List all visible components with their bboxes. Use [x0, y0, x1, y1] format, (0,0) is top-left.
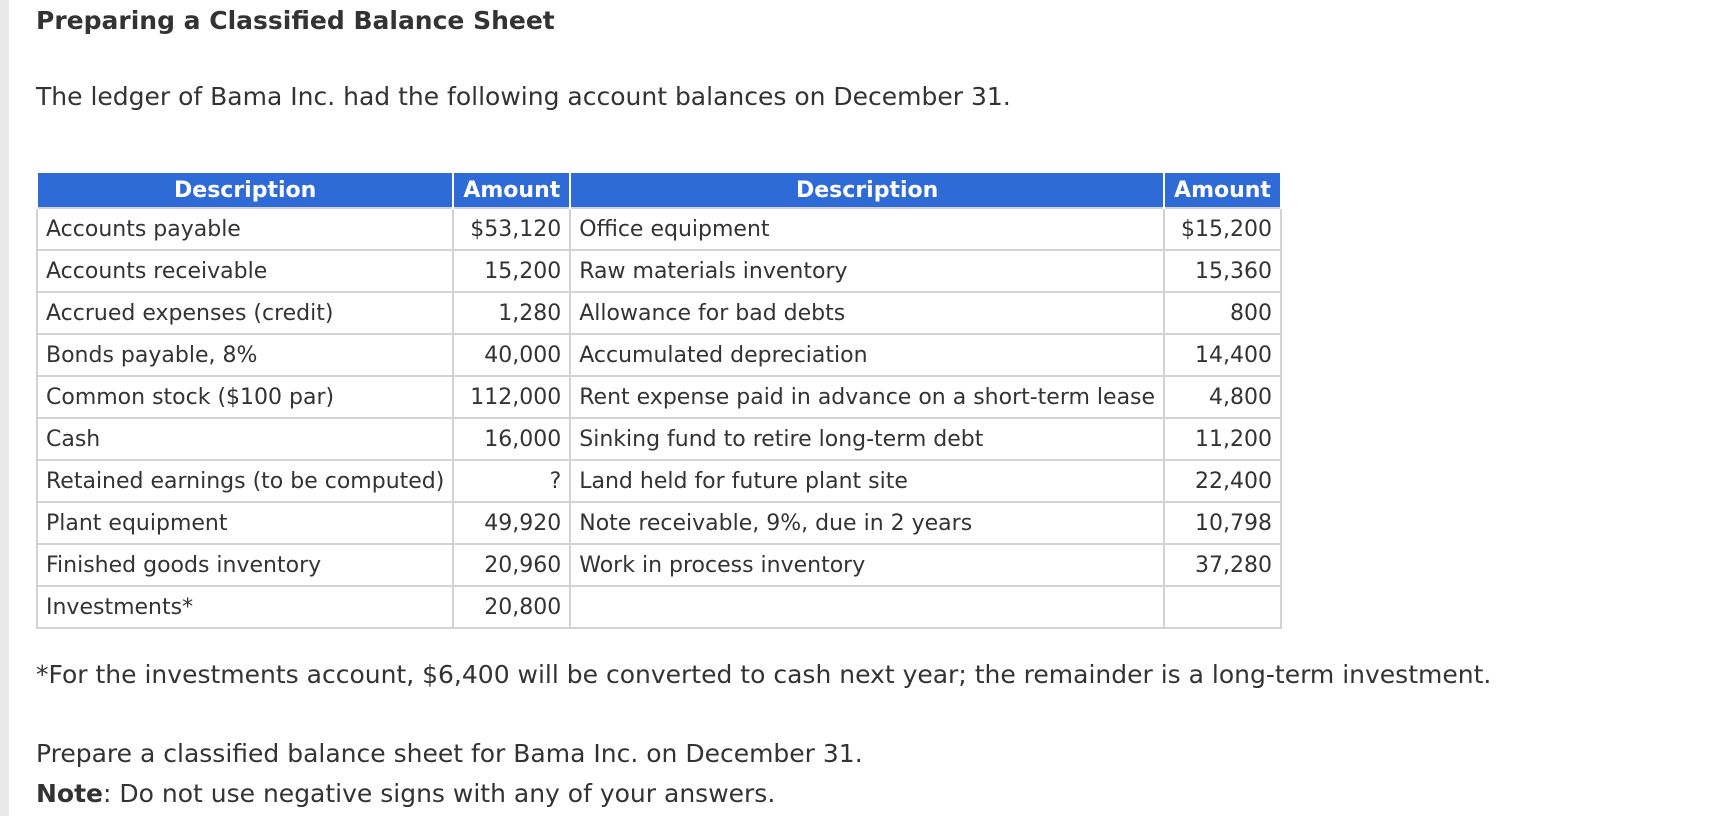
amount-cell: 10,798: [1164, 502, 1281, 544]
description-cell: Accrued expenses (credit): [37, 292, 453, 334]
description-cell: Note receivable, 9%, due in 2 years: [570, 502, 1164, 544]
table-row: [37, 418, 1281, 460]
amount-cell: 800: [1164, 292, 1281, 334]
description-cell: Raw materials inventory: [570, 250, 1164, 292]
table-header-row: [37, 172, 1281, 208]
description-cell: Sinking fund to retire long-term debt: [570, 418, 1164, 460]
description-cell: Accumulated depreciation: [570, 334, 1164, 376]
description-cell: Cash: [37, 418, 453, 460]
description-cell: Office equipment: [570, 208, 1164, 250]
amount-cell: $53,120: [453, 208, 570, 250]
table-row: [37, 208, 1281, 250]
description-cell: Allowance for bad debts: [570, 292, 1164, 334]
note-text: : Do not use negative signs with any of your answers.: [103, 779, 776, 808]
amount-cell-empty: [1164, 586, 1281, 628]
amount-cell: 16,000: [453, 418, 570, 460]
description-cell: Land held for future plant site: [570, 460, 1164, 502]
ledger-table: [36, 171, 1282, 629]
amount-cell: 11,200: [1164, 418, 1281, 460]
description-cell: Retained earnings (to be computed): [37, 460, 453, 502]
description-cell: Plant equipment: [37, 502, 453, 544]
intro-text: The ledger of Bama Inc. had the following account balances on December 31.: [36, 82, 1011, 111]
amount-cell: 112,000: [453, 376, 570, 418]
table-row: [37, 502, 1281, 544]
table-row: [37, 586, 1281, 628]
amount-cell: 22,400: [1164, 460, 1281, 502]
amount-cell: 15,360: [1164, 250, 1281, 292]
page-title: Preparing a Classified Balance Sheet: [36, 6, 555, 35]
amount-cell: 40,000: [453, 334, 570, 376]
description-cell: Accounts payable: [37, 208, 453, 250]
table-row: [37, 376, 1281, 418]
header-amount-right: Amount: [1164, 172, 1281, 208]
description-cell: Rent expense paid in advance on a short-term lease: [570, 376, 1164, 418]
amount-cell: 15,200: [453, 250, 570, 292]
description-cell-empty: [570, 586, 1164, 628]
amount-cell: 20,800: [453, 586, 570, 628]
instruction-text: Prepare a classified balance sheet for Bama Inc. on December 31.: [36, 739, 863, 768]
left-border-strip: [0, 0, 9, 816]
description-cell: Investments*: [37, 586, 453, 628]
table-row: [37, 334, 1281, 376]
header-amount-left: Amount: [453, 172, 570, 208]
amount-cell: 20,960: [453, 544, 570, 586]
amount-cell: 49,920: [453, 502, 570, 544]
amount-cell: 14,400: [1164, 334, 1281, 376]
amount-cell: 37,280: [1164, 544, 1281, 586]
description-cell: Common stock ($100 par): [37, 376, 453, 418]
header-description-right: Description: [570, 172, 1164, 208]
table-row: [37, 460, 1281, 502]
amount-cell: $15,200: [1164, 208, 1281, 250]
note-label: Note: [36, 779, 104, 808]
amount-cell: 1,280: [453, 292, 570, 334]
note-line: [36, 779, 775, 808]
table-row: [37, 250, 1281, 292]
investments-footnote: *For the investments account, $6,400 will be converted to cash next year; the remainder is a long-term investment.: [36, 660, 1492, 689]
description-cell: Accounts receivable: [37, 250, 453, 292]
table-row: [37, 292, 1281, 334]
description-cell: Finished goods inventory: [37, 544, 453, 586]
amount-cell: ?: [453, 460, 570, 502]
table-row: [37, 544, 1281, 586]
description-cell: Bonds payable, 8%: [37, 334, 453, 376]
amount-cell: 4,800: [1164, 376, 1281, 418]
header-description-left: Description: [37, 172, 453, 208]
description-cell: Work in process inventory: [570, 544, 1164, 586]
